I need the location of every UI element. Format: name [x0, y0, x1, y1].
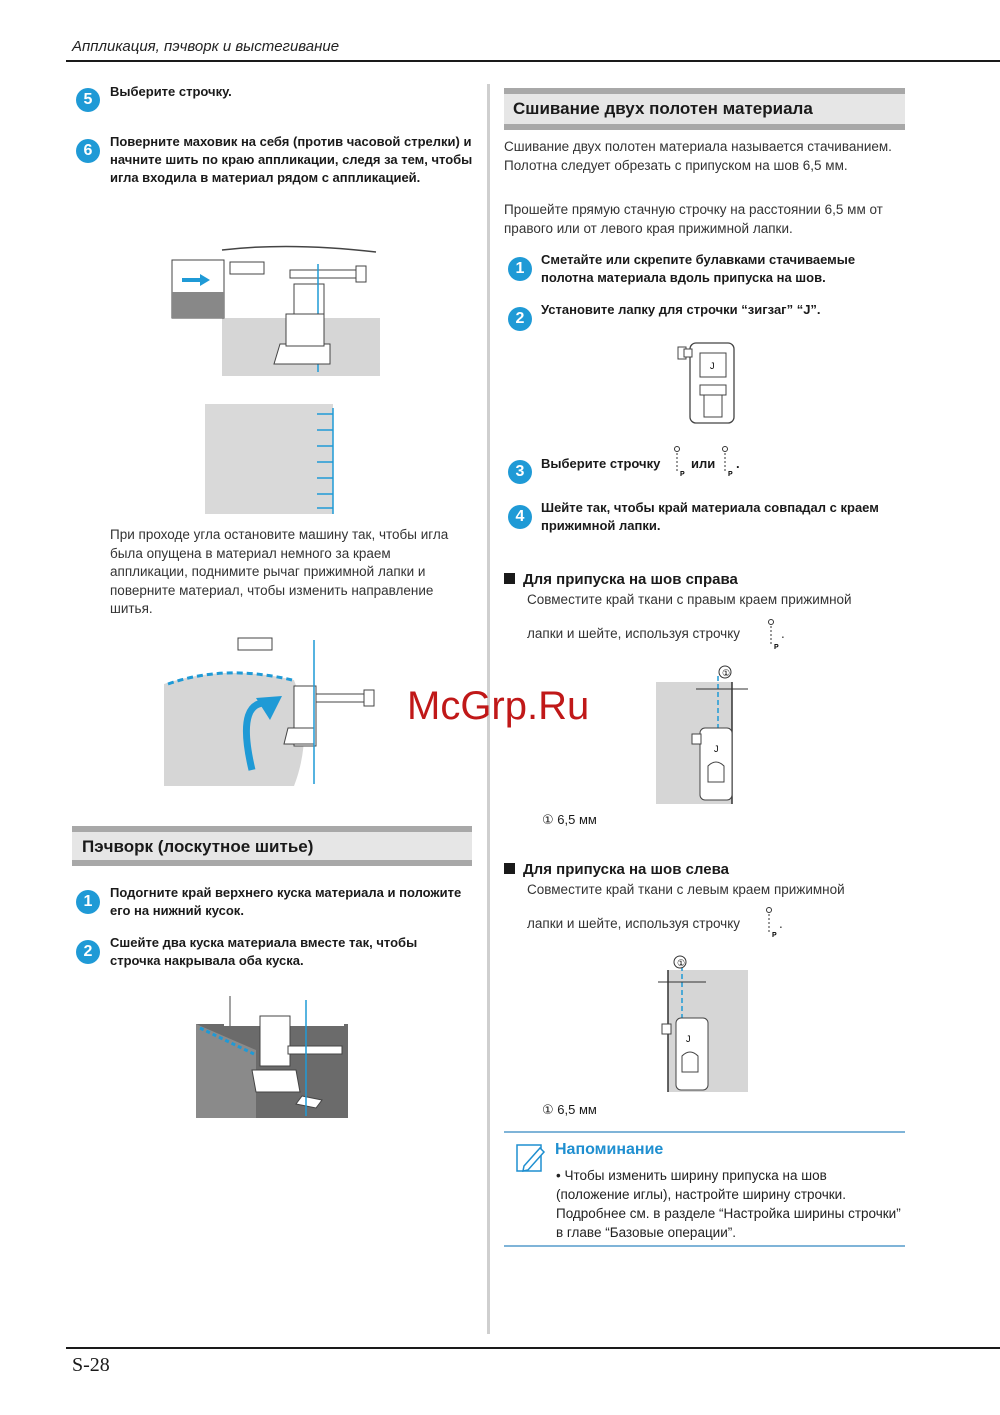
patchwork-step-text-2: Сшейте два куска материала вместе так, чтобы строчка накрывала оба куска.	[110, 935, 418, 968]
straight-stitch-icon	[766, 618, 780, 652]
svg-text:P: P	[728, 471, 733, 478]
svg-text:J: J	[714, 744, 719, 754]
fabric-area	[205, 404, 333, 514]
right-seam-note: ① 6,5 мм	[542, 812, 597, 827]
left-seam-line-1: Совместите край ткани с левым краем прижимной	[527, 882, 845, 897]
right-seam-line-2: лапки и шейте, используя строчку	[527, 626, 741, 641]
patchwork-step-badge-1: 1	[76, 890, 100, 914]
left-seam-line-2: лапки и шейте, используя строчку	[527, 916, 741, 931]
patchwork-sewing-illustration	[196, 996, 350, 1120]
section-title-patchwork: Пэчворк (лоскутное шитье)	[82, 837, 314, 856]
footer-rule	[66, 1347, 1000, 1349]
left-seam-line-2-end: .	[779, 916, 783, 931]
callout-1: ①	[677, 958, 686, 968]
patchwork-step-text-1: Подогните край верхнего куска материала и положите его на нижний кусок.	[110, 885, 462, 918]
page-header-title: Аппликация, пэчворк и выстегивание	[72, 38, 340, 55]
memo-bottom-rule	[504, 1245, 905, 1247]
straight-stitch-icon	[764, 906, 778, 940]
memo-title: Напоминание	[555, 1141, 664, 1158]
fabric-area	[164, 673, 304, 786]
seaming-step-badge-4: 4	[508, 505, 532, 529]
corner-turn-paragraph: При проходе угла остановите машину так, чтобы игла была опущена в материал немного за краем аппликации, поднимите рычаг прижимной лапки и поверните материал, чтобы изменить направление шитья.	[110, 527, 449, 616]
svg-text:J: J	[686, 1034, 691, 1044]
square-bullet-icon	[504, 573, 515, 584]
section-title-seaming: Сшивание двух полотен материала	[513, 99, 813, 118]
memo-top-rule	[504, 1131, 905, 1133]
step-text-6: Поверните маховик на себя (против часовой стрелки) и начните шить по краю аппликации, следя за тем, чтобы игла входила в материал рядом с аппликацией.	[110, 134, 473, 185]
seaming-step-text-3b: или	[691, 456, 716, 471]
seaming-step-text-4: Шейте так, чтобы край материала совпадал с краем прижимной лапки.	[541, 500, 879, 533]
watermark: McGrp.Ru	[407, 684, 590, 728]
corner-turn-illustration	[164, 634, 380, 786]
applique-sewing-illustration	[170, 244, 380, 376]
memo-pencil-icon	[516, 1142, 546, 1172]
seaming-step-text-2: Установите лапку для строчки “зигзаг” “J”.	[541, 302, 821, 317]
seaming-step-text-1: Сметайте или скрепите булавками стачиваемые полотна материала вдоль припуска на шов.	[541, 252, 856, 285]
step-badge-5: 5	[76, 88, 100, 112]
right-seam-line-1: Совместите край ткани с правым краем прижимной	[527, 592, 852, 607]
seaming-step-badge-3: 3	[508, 460, 532, 484]
applique-edge-stitch-illustration	[205, 404, 335, 516]
step-text-5: Выберите строчку.	[110, 84, 232, 99]
svg-text:P: P	[772, 932, 777, 939]
callout-1: ①	[722, 668, 731, 678]
right-seam-heading: Для припуска на шов справа	[504, 571, 738, 588]
left-seam-heading: Для припуска на шов слева	[504, 861, 729, 878]
stitch-letter: P	[680, 471, 685, 478]
seaming-step-badge-2: 2	[508, 307, 532, 331]
seaming-step-badge-1: 1	[508, 257, 532, 281]
left-seam-illustration	[656, 952, 750, 1094]
memo-text: • Чтобы изменить ширину припуска на шов (положение иглы), настройте ширину строчки. Подробнее см. в разделе “Настройка ширины строчки” в главе “Базовые операции”.	[556, 1168, 901, 1240]
patchwork-step-badge-2: 2	[76, 940, 100, 964]
seaming-step-text-3a: Выберите строчку	[541, 456, 661, 471]
seaming-paragraph-1: Сшивание двух полотен материала называется стачиванием. Полотна следует обрезать с припуском на шов 6,5 мм.	[504, 139, 892, 173]
right-seam-line-2-end: .	[781, 626, 785, 641]
page-number: S-28	[72, 1354, 110, 1376]
straight-stitch-icon	[720, 445, 734, 479]
svg-text:P: P	[774, 644, 779, 651]
zigzag-foot-j-illustration	[676, 341, 738, 425]
straight-stitch-icon	[672, 445, 686, 479]
seaming-paragraph-2: Прошейте прямую стачную строчку на расстоянии 6,5 мм от правого или от левого края прижимной лапки.	[504, 202, 883, 236]
seaming-step-text-3c: .	[736, 456, 740, 471]
header-rule	[66, 60, 1000, 62]
left-seam-note: ① 6,5 мм	[542, 1102, 597, 1117]
foot-letter: J	[710, 361, 715, 371]
step-badge-6: 6	[76, 139, 100, 163]
right-seam-illustration	[656, 662, 752, 804]
square-bullet-icon	[504, 863, 515, 874]
